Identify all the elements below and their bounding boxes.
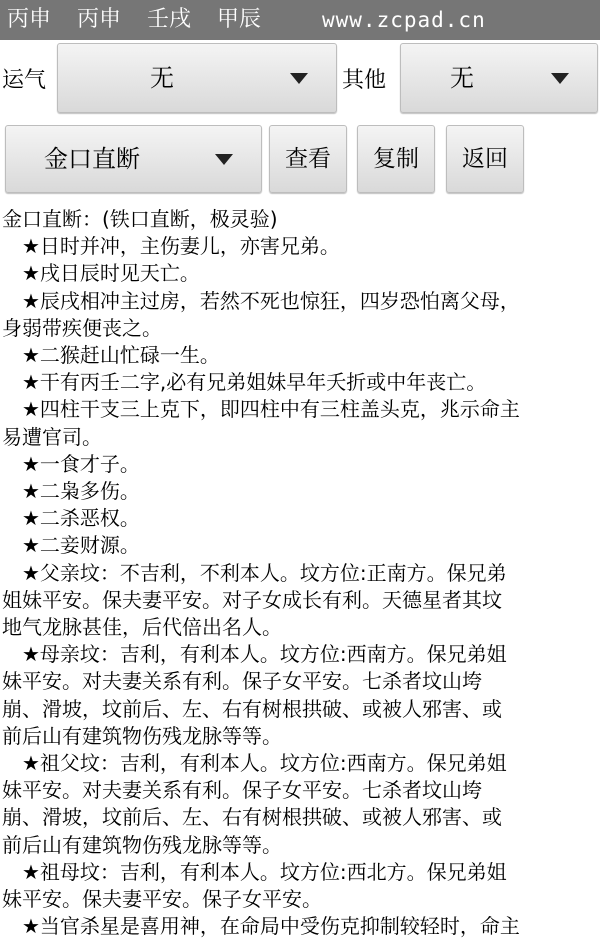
text-line: 前后山有建筑物伤残龙脉等等。 xyxy=(2,723,282,748)
text-line: ★父亲坟：不吉利，不利本人。坟方位:正南方。保兄弟 xyxy=(2,560,507,585)
text-line: 姐妹平安。保夫妻平安。对子女成长有利。天德星者其坟 xyxy=(2,587,502,612)
text-line: ★辰戌相冲主过房，若然不死也惊狂，四岁恐怕离父母， xyxy=(2,288,520,313)
yunqi-spinner[interactable] xyxy=(57,43,337,113)
text-line: ★二妾财源。 xyxy=(2,533,140,558)
text-line: 崩、滑坡，坟前后、左、右有树根拱破、或被人邪害、或 xyxy=(2,805,502,830)
yunqi-label: 运气 xyxy=(2,68,47,93)
site-url: www.zcpad.cn xyxy=(322,8,486,32)
text-line: 前后山有建筑物伤残龙脉等等。 xyxy=(2,832,282,857)
text-line: 崩、滑坡，坟前后、左、右有树根拱破、或被人邪害、或 xyxy=(2,696,502,721)
text-line: 妹平安。保夫妻平安。保子女平安。 xyxy=(2,887,322,912)
text-line: ★四柱干支三上克下，即四柱中有三柱盖头克，兆示命主 xyxy=(2,397,520,422)
dropdown-arrow-icon xyxy=(290,73,308,84)
text-line: ★一食才子。 xyxy=(2,451,140,476)
text-line: ★母亲坟：吉利，有利本人。坟方位:西南方。保兄弟姐 xyxy=(2,642,507,667)
qita-label: 其他 xyxy=(342,68,387,93)
text-line: ★二猴赶山忙碌一生。 xyxy=(2,343,220,368)
text-line: ★二杀恶权。 xyxy=(2,506,140,531)
qita-spinner-value: 无 xyxy=(450,64,474,92)
hour-pillar: 甲辰 xyxy=(217,7,262,32)
text-line: 金口直断：(铁口直断，极灵验) xyxy=(2,207,278,231)
text-line: ★干有丙壬二字,必有兄弟姐妹早年夭折或中年丧亡。 xyxy=(2,370,487,395)
yunqi-spinner-value: 无 xyxy=(150,64,174,92)
text-line: ★戌日辰时见天亡。 xyxy=(2,261,200,286)
text-line: 地气龙脉甚佳，后代倍出名人。 xyxy=(2,615,282,640)
text-line: ★二枭多伤。 xyxy=(2,479,140,504)
text-line: ★日时并冲，主伤妻儿，亦害兄弟。 xyxy=(2,234,340,259)
qita-spinner[interactable] xyxy=(400,43,598,113)
back-button[interactable]: 返回 xyxy=(446,125,524,193)
year-pillar: 丙申 xyxy=(7,7,52,32)
month-pillar: 丙申 xyxy=(77,7,122,32)
text-line: ★当官杀星是喜用神，在命局中受伤克抑制较轻时，命主 xyxy=(2,914,520,938)
view-button[interactable]: 查看 xyxy=(269,125,347,193)
text-line: 易遭官司。 xyxy=(2,424,102,449)
text-line: ★祖母坟：吉利，有利本人。坟方位:西北方。保兄弟姐 xyxy=(2,859,507,884)
reading-text xyxy=(2,206,598,938)
text-line: ★祖父坟：吉利，有利本人。坟方位:西南方。保兄弟姐 xyxy=(2,751,507,776)
method-spinner[interactable] xyxy=(5,125,262,193)
dropdown-arrow-icon xyxy=(551,73,569,84)
copy-button[interactable]: 复制 xyxy=(357,125,435,193)
day-pillar: 壬戌 xyxy=(147,7,192,32)
top-bar xyxy=(0,0,600,40)
dropdown-arrow-icon xyxy=(215,154,233,165)
method-spinner-value: 金口直断 xyxy=(44,145,140,173)
text-line: 身弱带疾便丧之。 xyxy=(2,315,162,340)
text-line: 妹平安。对夫妻关系有利。保子女平安。七杀者坟山垮 xyxy=(2,778,482,803)
text-line: 妹平安。对夫妻关系有利。保子女平安。七杀者坟山垮 xyxy=(2,669,482,694)
